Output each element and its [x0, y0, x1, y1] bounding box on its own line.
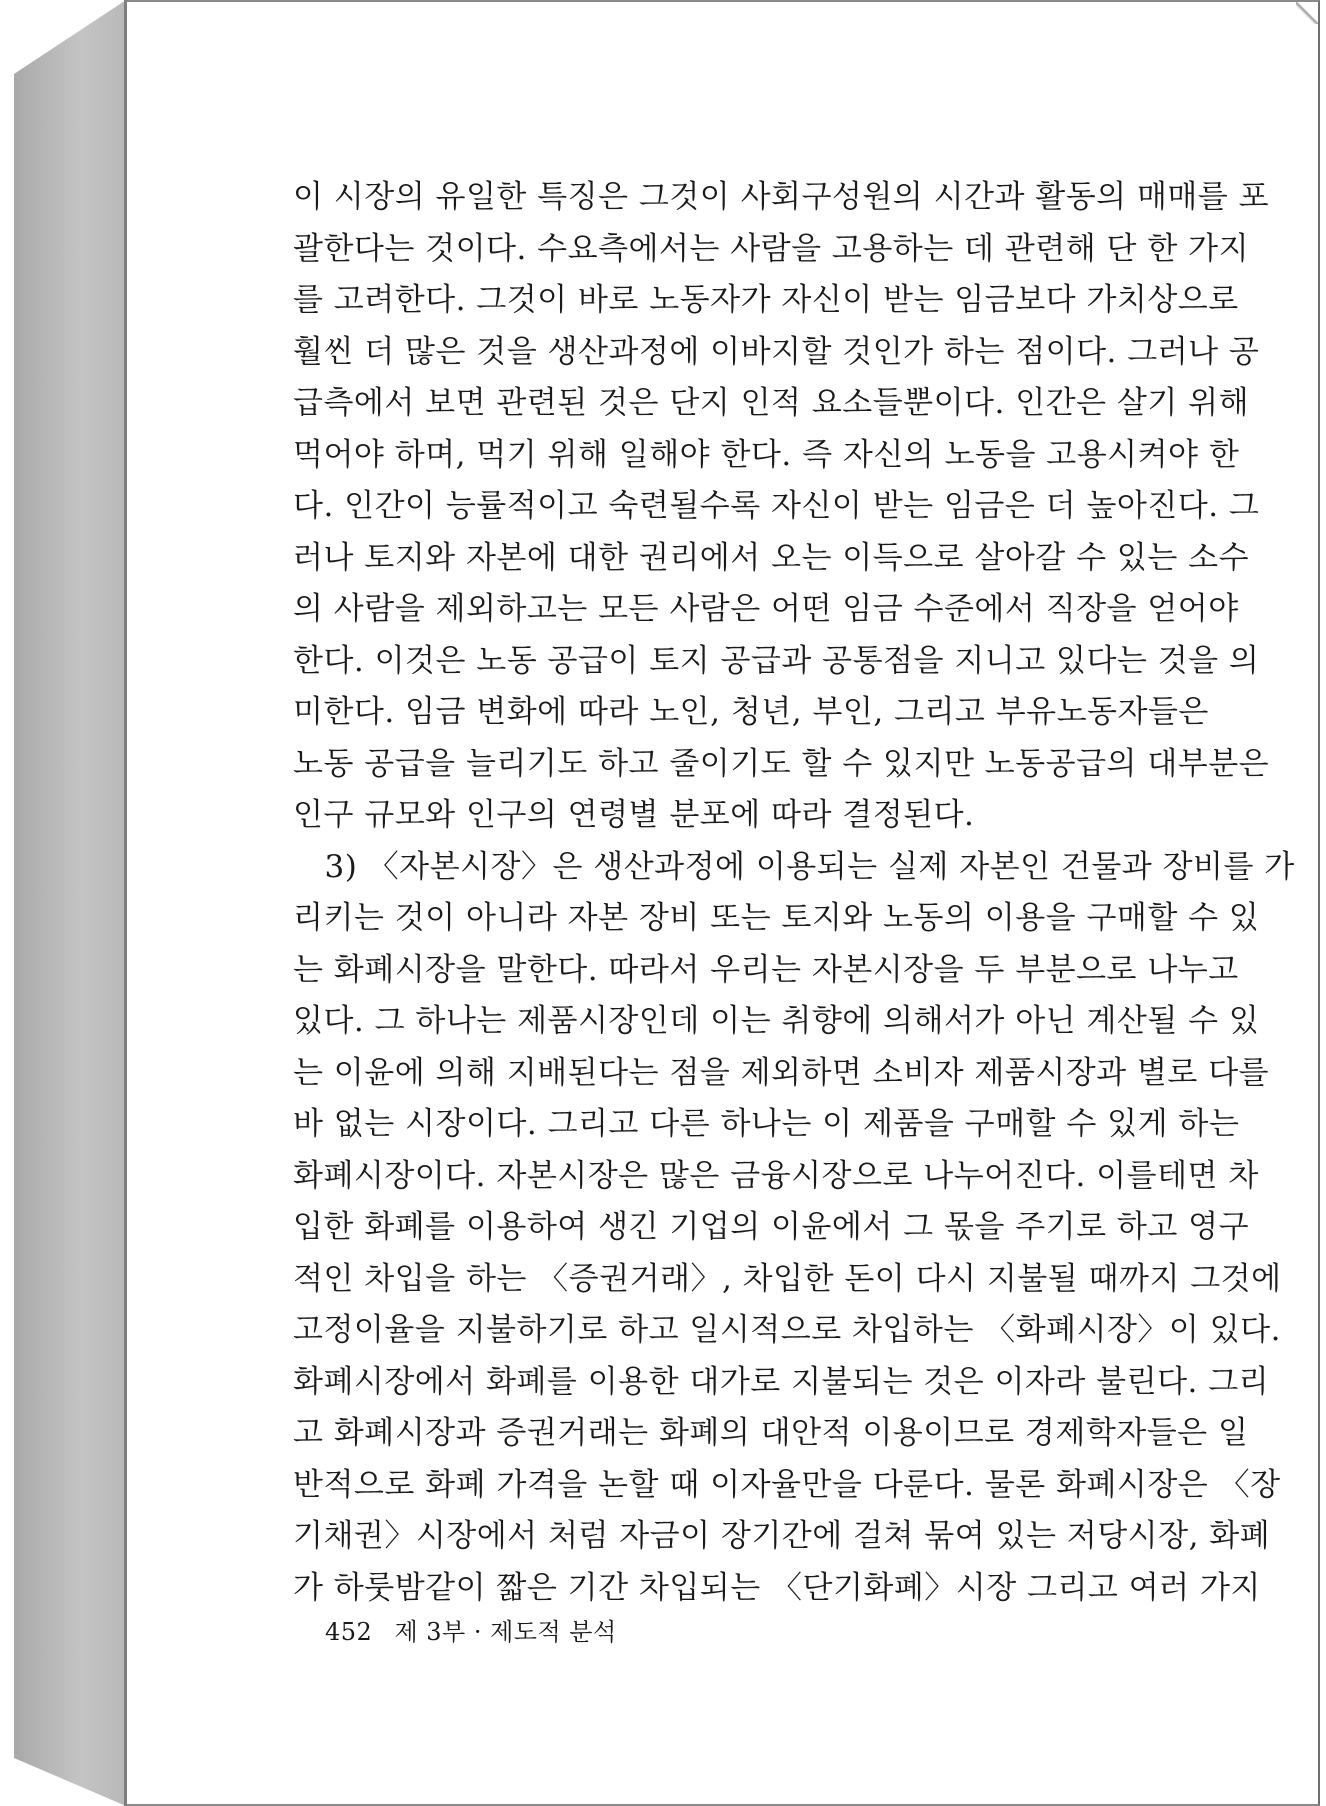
text-line: 괄한다는 것이다. 수요측에서는 사람을 고용하는 데 관련해 단 한 가지	[293, 230, 1250, 267]
text-line: 3) 〈자본시장〉은 생산과정에 이용되는 실제 자본인 건물과 장비를 가	[293, 848, 1295, 885]
page-number: 452	[325, 1618, 373, 1646]
book-page-edge	[14, 0, 126, 1806]
section-title: 제 3부 · 제도적 분석	[394, 1618, 617, 1646]
text-line: 리키는 것이 아니라 자본 장비 또는 토지와 노동의 이용을 구매할 수 있	[293, 900, 1260, 936]
text-line: 노동 공급을 늘리기도 하고 줄이기도 할 수 있지만 노동공급의 대부분은	[293, 745, 1270, 782]
page-corner-curl	[1296, 2, 1318, 24]
text-line: 화폐시장이다. 자본시장은 많은 금융시장으로 나누어진다. 이를테면 차	[293, 1157, 1259, 1194]
text-line: 화폐시장에서 화폐를 이용한 대가로 지불되는 것은 이자라 불린다. 그리	[293, 1363, 1270, 1400]
text-line: 고정이율을 지불하기로 하고 일시적으로 차입하는 〈화폐시장〉이 있다.	[293, 1312, 1281, 1348]
text-line: 고 화폐시장과 증권거래는 화폐의 대안적 이용이므로 경제학자들은 일	[293, 1415, 1249, 1451]
text-line: 급측에서 보면 관련된 것은 단지 인적 요소들뿐이다. 인간은 살기 위해	[293, 385, 1250, 421]
text-line: 이 시장의 유일한 특징은 그것이 사회구성원의 시간과 활동의 매매를 포	[293, 179, 1270, 215]
text-line: 바 없는 시장이다. 그리고 다른 하나는 이 제품을 구매할 수 있게 하는	[293, 1106, 1240, 1142]
text-line: 미한다. 임금 변화에 따라 노인, 청년, 부인, 그리고 부유노동자들은	[293, 694, 1209, 730]
page-footer	[325, 1612, 617, 1647]
text-line: 반적으로 화폐 가격을 논할 때 이자율만을 다룬다. 물론 화폐시장은 〈장	[293, 1466, 1281, 1503]
body-text	[293, 172, 1295, 1614]
paragraph-end-line: 인구 규모와 인구의 연령별 분포에 따라 결정된다.	[293, 797, 975, 833]
text-line: 한다. 이것은 노동 공급이 토지 공급과 공통점을 지니고 있다는 것을 의	[293, 642, 1260, 679]
text-line: 훨씬 더 많은 것을 생산과정에 이바지할 것인가 하는 점이다. 그러나 공	[293, 333, 1260, 370]
text-line: 다. 인간이 능률적이고 숙련될수록 자신이 받는 임금은 더 높아진다. 그	[293, 488, 1260, 524]
text-line: 적인 차입을 하는 〈증권거래〉, 차입한 돈이 다시 지불될 때까지 그것에	[293, 1260, 1282, 1297]
text-line: 러나 토지와 자본에 대한 권리에서 오는 이득으로 살아갈 수 있는 소수	[293, 539, 1250, 576]
text-line: 기채권〉시장에서 처럼 자금이 장기간에 걸쳐 묶여 있는 저당시장, 화폐	[293, 1518, 1271, 1554]
text-line: 는 이윤에 의해 지배된다는 점을 제외하면 소비자 제품시장과 별로 다를	[293, 1054, 1270, 1091]
text-line: 는 화폐시장을 말한다. 따라서 우리는 자본시장을 두 부분으로 나누고	[293, 951, 1239, 988]
text-line: 입한 화폐를 이용하여 생긴 기업의 이윤에서 그 몫을 주기로 하고 영구	[293, 1209, 1250, 1245]
text-line: 가 하룻밤같이 짧은 기간 차입되는 〈단기화폐〉시장 그리고 여러 가지	[293, 1569, 1261, 1606]
text-line: 를 고려한다. 그것이 바로 노동자가 자신이 받는 임금보다 가치상으로	[293, 282, 1239, 318]
text-line: 먹어야 하며, 먹기 위해 일해야 한다. 즉 자신의 노동을 고용시켜야 한	[293, 436, 1240, 473]
text-line: 있다. 그 하나는 제품시장인데 이는 취향에 의해서가 아닌 계산될 수 있	[293, 1003, 1260, 1039]
text-line: 의 사람을 제외하고는 모든 사람은 어떤 임금 수준에서 직장을 얻어야	[293, 591, 1239, 627]
